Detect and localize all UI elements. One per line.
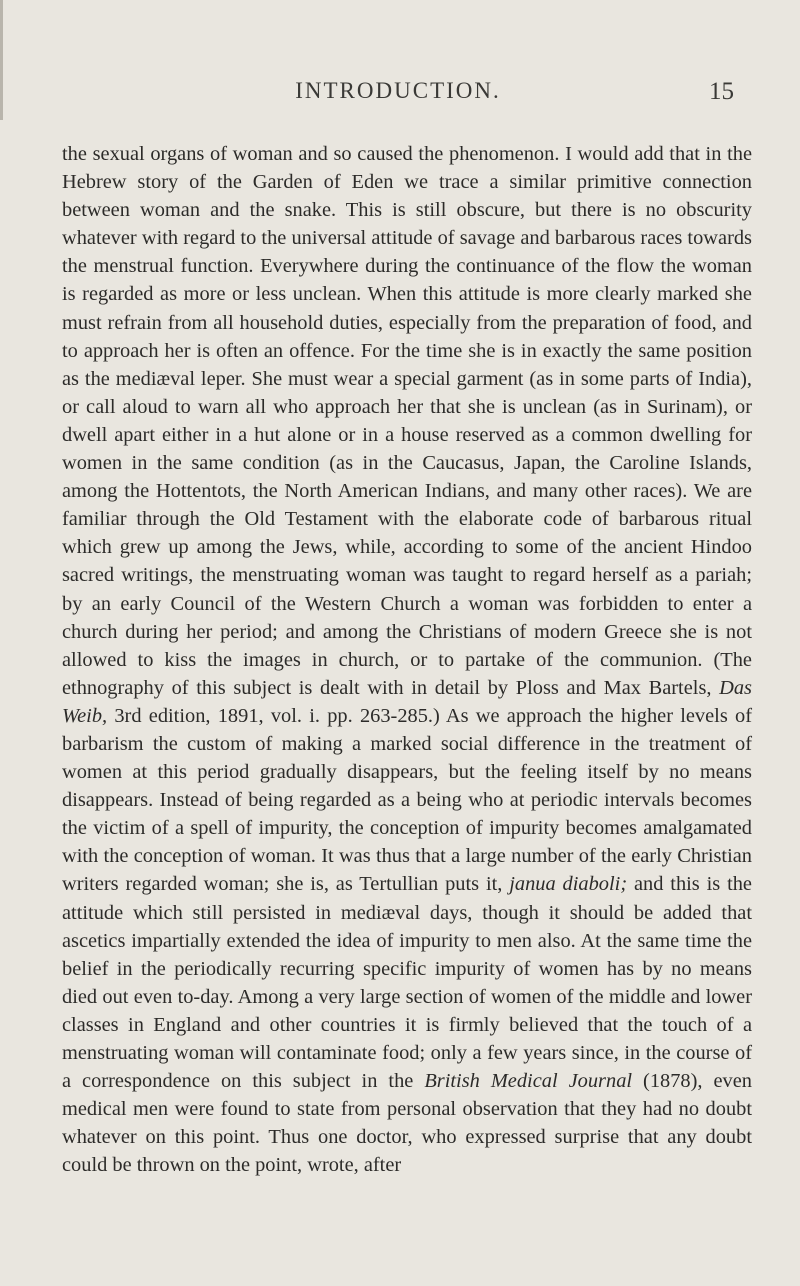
- page-edge-shadow: [0, 0, 3, 120]
- text-segment: the sexual organs of woman and so caused the phenomenon. I would add that in the Hebrew story of the Garden of Eden we trace a similar primitive connection between woman and the snake. This is still obscure, but there is no obscurity whatever with regard to the universal attitude of savage and barbarous races towards the menstrual function. Everywhere during the continuance of the flow the woman is regarded as more or less unclean. When this attitude is more clearly marked she must refrain from all household duties, especially from the preparation of food, and to approach her is often an offence. For the time she is in exactly the same position as the mediæval leper. She must wear a special garment (as in some parts of India), or call aloud to warn all who approach her that she is unclean (as in Surinam), or dwell apart either in a hut alone or in a house reserved as a common dwelling for women in the same condition (as in the Caucasus, Japan, the Caroline Islands, among the Hottentots, the North American Indians, and many other races). We are familiar through the Old Testament with the elaborate code of barbarous ritual which grew up among the Jews, while, according to some of the ancient Hindoo sacred writings, the menstruating woman was taught to regard herself as a pariah; by an early Council of the Western Church a woman was forbidden to enter a church during her period; and among the Christians of modern Greece she is not allowed to kiss the images in church, or to partake of the communion. (The ethnography of this subject is dealt with in detail by Ploss and Max Bartels,: [62, 143, 752, 699]
- body-paragraph: [62, 140, 752, 1179]
- text-segment: and this is the attitude which still persisted in mediæval days, though it should be added that ascetics impartially extended the idea of impurity to men also. At the same time the belief in the periodically recurring specific impurity of women has by no means died out even to-day. Among a very large section of women of the middle and lower classes in England and other countries it is firmly believed that the touch of a menstruating woman will contaminate food; only a few years since, in the course of a correspondence on this subject in the: [62, 873, 752, 1093]
- italic-phrase-janua-diaboli: janua diaboli;: [509, 873, 628, 896]
- italic-title-das-weib: Das Weib,: [62, 676, 752, 727]
- text-segment: 3rd edition, 1891, vol. i. pp. 263-285.) As we approach the higher levels of barbarism the custom of making a marked social difference in the treatment of women at this period gradually disappears, but the feeling itself by no means disappears. Instead of being regarded as a being who at periodic intervals becomes the victim of a spell of impurity, the conception of impurity becomes amalgamated with the conception of woman. It was thus that a large number of the early Christian writers regarded woman; she is, as Tertullian puts it,: [62, 704, 752, 896]
- page-number: 15: [709, 78, 734, 105]
- running-head: INTRODUCTION.: [295, 78, 501, 103]
- page-header: [62, 78, 734, 112]
- italic-title-british-medical-journal: British Medical Journal: [424, 1070, 633, 1093]
- text-segment: (1878), even medical men were found to state from personal observation that they had no doubt whatever on this point. Thus one doctor, who expressed surprise that any doubt could be thrown on the point, wrote, after: [62, 1070, 752, 1177]
